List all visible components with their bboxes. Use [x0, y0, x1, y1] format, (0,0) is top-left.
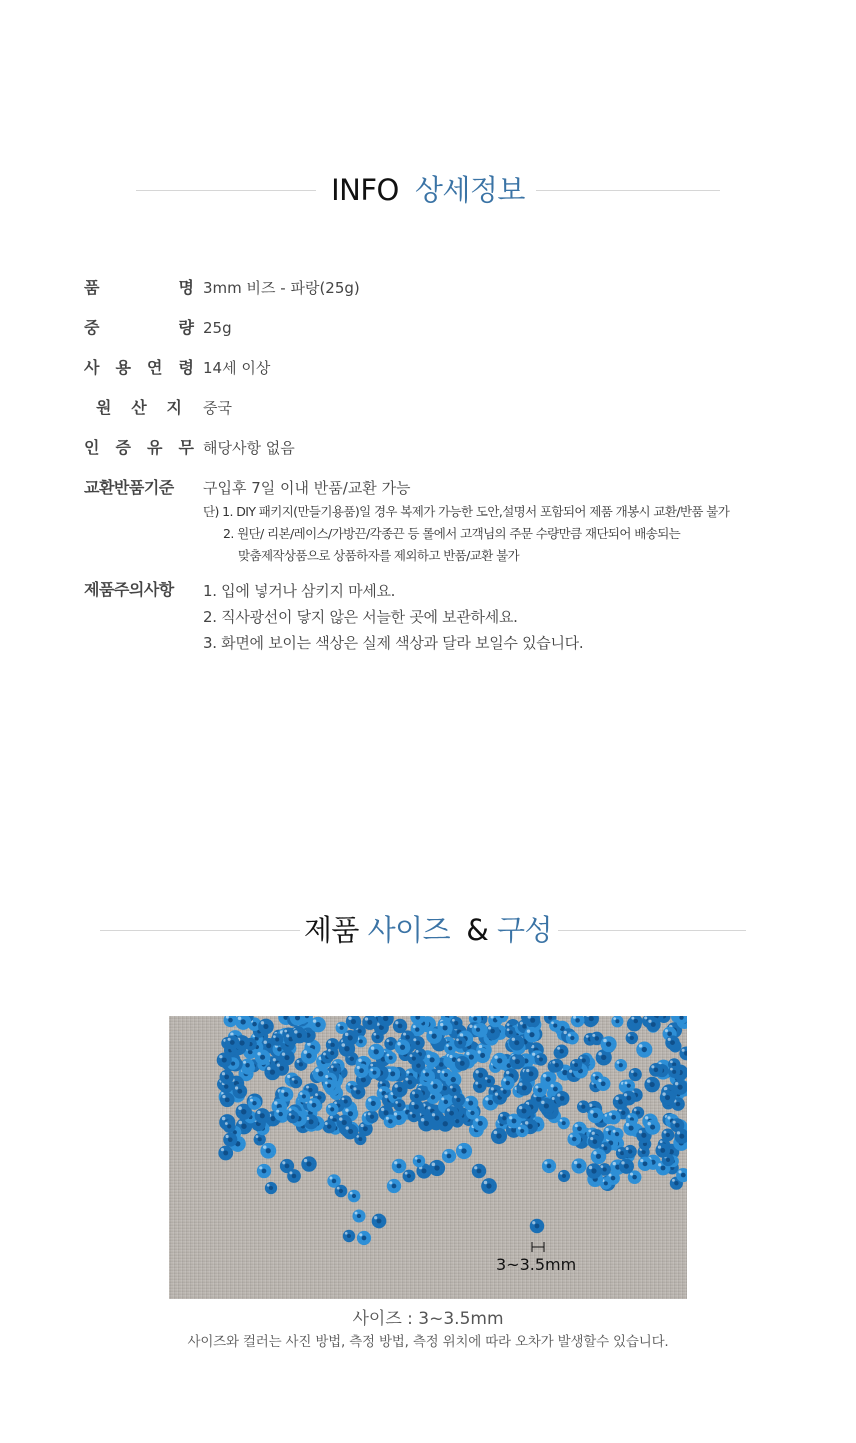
- bead: [258, 1019, 274, 1035]
- bead: [220, 1093, 235, 1108]
- bead: [323, 1079, 336, 1092]
- bead: [549, 1019, 561, 1031]
- caution-list: [203, 578, 583, 656]
- bead: [601, 1036, 617, 1052]
- bead: [611, 1016, 623, 1027]
- bead: [473, 1116, 488, 1131]
- bead: [571, 1016, 585, 1027]
- info-label-return-policy: 교환반품기준: [84, 478, 174, 497]
- bead: [274, 1107, 287, 1120]
- bead: [340, 1095, 352, 1107]
- product-photo: [169, 1016, 687, 1299]
- bead: [301, 1048, 317, 1064]
- info-label-age: 사 용 연 령: [84, 358, 194, 377]
- bead: [501, 1076, 515, 1090]
- return-note-2: 2. 원단/ 리본/레이스/가방끈/각종끈 등 롤에서 고객님의 주문 수량만큼 재단되어 배송되는: [223, 526, 681, 541]
- bead: [287, 1169, 301, 1183]
- bead: [611, 1128, 624, 1141]
- bead: [623, 1120, 638, 1135]
- bead: [472, 1023, 485, 1036]
- caution-item: 1. 입에 넣거나 삼키지 마세요.: [203, 582, 396, 600]
- bead: [235, 1016, 251, 1030]
- size-title-amp: &: [466, 910, 488, 950]
- bead: [665, 1035, 680, 1050]
- bead: [588, 1108, 604, 1124]
- bead: [567, 1132, 581, 1146]
- bead: [516, 1103, 531, 1118]
- bead: [442, 1149, 456, 1163]
- bead: [255, 1108, 270, 1123]
- return-note-1: 단) 1. DIY 패키지(만들기용품)일 경우 복제가 가능한 도안,설명서 포함되어 제품 개봉시 교환/반품 불가: [203, 504, 730, 519]
- bead: [473, 1079, 486, 1092]
- bead: [509, 1035, 524, 1050]
- bead: [623, 1079, 636, 1092]
- info-value-certification: 해당사항 없음: [203, 439, 295, 457]
- bead: [444, 1106, 458, 1120]
- bead: [366, 1096, 382, 1112]
- bead: [322, 1120, 336, 1134]
- bead: [524, 1066, 539, 1081]
- bead: [335, 1185, 348, 1198]
- bead: [403, 1170, 416, 1183]
- bead: [307, 1098, 321, 1112]
- info-label-weight: 중 량: [84, 318, 194, 337]
- bead: [491, 1128, 507, 1144]
- size-title: [0, 910, 856, 950]
- bead: [357, 1231, 371, 1245]
- bead: [343, 1230, 355, 1242]
- bead: [463, 1096, 478, 1111]
- info-title: [0, 170, 856, 210]
- info-value-age: 14세 이상: [203, 359, 271, 377]
- bead: [413, 1155, 425, 1167]
- bead: [411, 1036, 425, 1050]
- bead: [290, 1076, 302, 1088]
- bead: [219, 1070, 233, 1084]
- bead: [645, 1119, 660, 1134]
- bead: [301, 1156, 316, 1171]
- bead: [615, 1059, 627, 1071]
- bead: [649, 1063, 663, 1077]
- info-label-name: 품 명: [84, 278, 194, 297]
- bead: [516, 1080, 532, 1096]
- bead: [274, 1061, 289, 1076]
- bead: [326, 1047, 339, 1060]
- info-value-name: 3mm 비즈 - 파랑(25g): [203, 279, 360, 297]
- bead: [429, 1160, 445, 1176]
- info-value-origin: 중국: [203, 399, 232, 417]
- bead: [372, 1214, 387, 1229]
- info-section-heading: [0, 170, 856, 210]
- info-label-caution: 제품주의사항: [84, 580, 174, 599]
- bead: [555, 1045, 569, 1059]
- bead: [596, 1076, 611, 1091]
- bead: [558, 1170, 570, 1182]
- bead: [570, 1059, 582, 1071]
- bead: [421, 1068, 434, 1081]
- bead: [260, 1143, 276, 1159]
- bead: [257, 1164, 271, 1178]
- bead: [622, 1091, 637, 1106]
- bead: [626, 1032, 638, 1044]
- bead: [481, 1178, 497, 1194]
- bead: [335, 1022, 347, 1034]
- info-title-en: INFO: [331, 170, 399, 210]
- bead: [591, 1149, 607, 1165]
- bead: [588, 1135, 602, 1149]
- bead: [392, 1159, 407, 1174]
- bead: [440, 1069, 453, 1082]
- bead: [255, 1050, 270, 1065]
- bead: [368, 1044, 384, 1060]
- bead: [629, 1068, 642, 1081]
- bead: [577, 1100, 590, 1113]
- info-value-return-policy: 구입후 7일 이내 반품/교환 가능: [203, 479, 411, 497]
- bead: [339, 1041, 355, 1057]
- caution-item: 3. 화면에 보이는 색상은 실제 색상과 달라 보일수 있습니다.: [203, 634, 584, 652]
- bead: [636, 1041, 652, 1057]
- bead: [550, 1059, 563, 1072]
- bead: [407, 1052, 420, 1065]
- bead: [542, 1159, 556, 1173]
- bead: [371, 1031, 384, 1044]
- bead: [438, 1020, 453, 1035]
- bead: [408, 1110, 421, 1123]
- bead: [271, 1033, 284, 1046]
- bead: [510, 1054, 526, 1070]
- size-title-product: 제품: [304, 910, 359, 950]
- bead: [265, 1182, 277, 1194]
- size-section-heading: [0, 910, 856, 950]
- bead: [619, 1159, 634, 1174]
- bead: [368, 1066, 380, 1078]
- size-disclaimer: 사이즈와 컬러는 사진 방법, 측정 방법, 측정 위치에 따라 오차가 발생할수 있습니다.: [187, 1334, 669, 1350]
- bead: [217, 1053, 232, 1068]
- bead: [624, 1145, 637, 1158]
- size-title-size: 사이즈: [368, 910, 451, 950]
- bead: [638, 1157, 652, 1171]
- bead: [366, 1110, 379, 1123]
- bead: [454, 1036, 466, 1048]
- bead: [644, 1077, 660, 1093]
- bead: [660, 1090, 675, 1105]
- bead: [241, 1058, 255, 1072]
- bead: [343, 1124, 358, 1139]
- bead: [668, 1066, 680, 1078]
- bead: [566, 1031, 579, 1044]
- bead: [384, 1115, 398, 1129]
- beads-image: [169, 1016, 687, 1299]
- bead: [291, 1028, 307, 1044]
- bead: [223, 1133, 237, 1147]
- bead: [655, 1143, 670, 1158]
- bead: [392, 1082, 408, 1098]
- bead: [555, 1091, 570, 1106]
- bead: [586, 1163, 602, 1179]
- bead: [395, 1039, 411, 1055]
- info-value-weight: 25g: [203, 319, 232, 337]
- bead: [524, 1027, 540, 1043]
- bead: [287, 1111, 299, 1123]
- bead: [472, 1164, 486, 1178]
- bead: [646, 1017, 661, 1032]
- bead: [225, 1035, 239, 1049]
- bead: [424, 1052, 440, 1068]
- bead: [558, 1117, 570, 1129]
- bead: [326, 1103, 339, 1116]
- bead: [248, 1097, 261, 1110]
- bead: [535, 1053, 548, 1066]
- size-title-composition: 구성: [497, 910, 552, 950]
- bead: [455, 1056, 470, 1071]
- bead: [393, 1099, 405, 1111]
- bead: [348, 1190, 361, 1203]
- bead: [661, 1129, 674, 1142]
- size-caption: 사이즈 : 3~3.5mm: [352, 1309, 504, 1329]
- bead: [456, 1143, 472, 1159]
- info-label-certification: 인 증 유 무: [84, 438, 194, 457]
- bead: [387, 1179, 401, 1193]
- bead: [232, 1084, 247, 1099]
- bead: [492, 1053, 508, 1069]
- bead: [571, 1158, 586, 1173]
- caution-item: 2. 직사광선이 닿지 않은 서늘한 곳에 보관하세요.: [203, 608, 518, 626]
- bead: [533, 1083, 547, 1097]
- bead: [223, 1120, 236, 1133]
- bead: [354, 1063, 368, 1077]
- bead: [385, 1052, 397, 1064]
- bead: [530, 1219, 544, 1233]
- measure-label: 3~3.5mm: [496, 1255, 577, 1274]
- return-note-3: 맞춤제작상품으로 상품하자를 제외하고 반품/교환 불가: [238, 548, 520, 563]
- bead: [298, 1090, 311, 1103]
- bead: [607, 1110, 621, 1124]
- info-title-ko: 상세정보: [415, 170, 525, 210]
- bead: [310, 1017, 326, 1033]
- info-label-origin: 원 산 지: [96, 398, 182, 417]
- bead: [418, 1115, 434, 1131]
- bead: [352, 1209, 365, 1222]
